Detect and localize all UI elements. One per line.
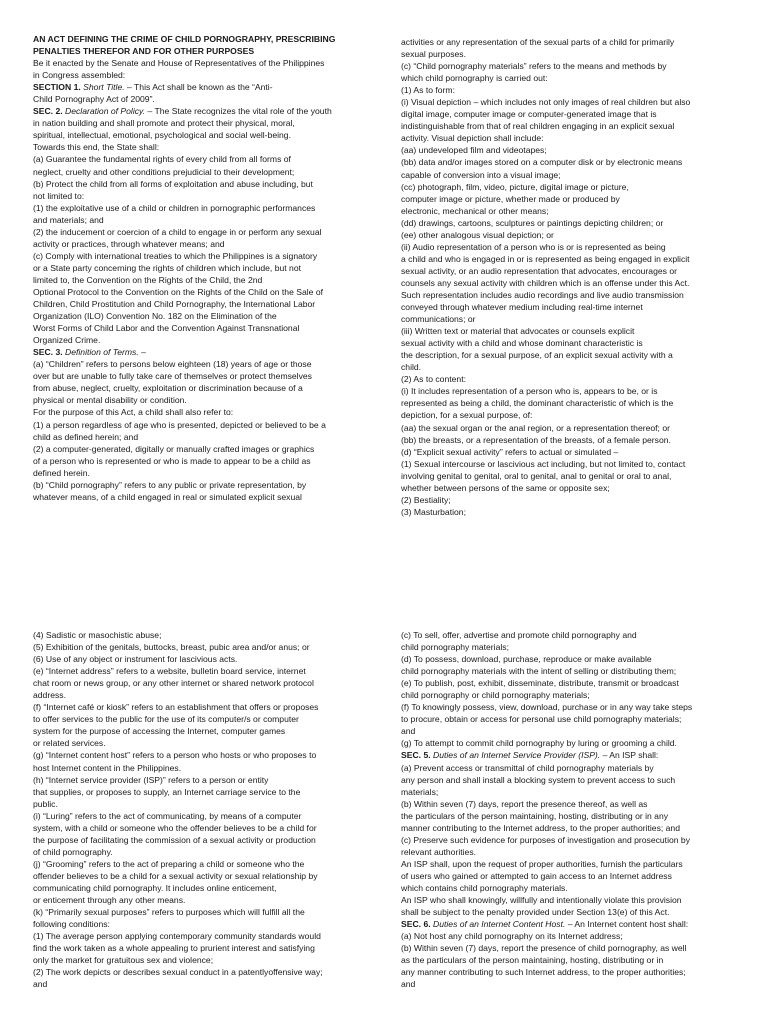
- text-run: the purpose of facilitating the commission of a sexual activity or production: [33, 834, 316, 845]
- text-run: (4) Sadistic or masochistic abuse;: [33, 630, 162, 640]
- text-line: [33, 641, 383, 653]
- text-line: [401, 966, 751, 978]
- text-line: [33, 954, 383, 966]
- text-run: (c) “Child pornography materials” refers to the means and methods by: [401, 61, 667, 72]
- text-line: [33, 737, 383, 749]
- text-line: [401, 725, 751, 737]
- text-line: [33, 653, 383, 665]
- text-run: (aa) undeveloped film and videotapes;: [401, 145, 547, 156]
- text-line: [401, 205, 751, 217]
- text-line: [401, 858, 751, 870]
- text-run: (1) As to form:: [401, 85, 455, 96]
- text-run: or enticement through any other means.: [33, 895, 186, 906]
- text-line: [33, 455, 383, 467]
- bottom-right-column: [401, 629, 751, 990]
- text-line: [401, 169, 751, 181]
- text-line: [33, 978, 383, 990]
- text-run: Organized Crime.: [33, 335, 101, 346]
- text-run: (b) Within seven (7) days, report the presence of child pornography, as well: [401, 943, 687, 954]
- text-line: [401, 397, 751, 409]
- text-line: [401, 870, 751, 882]
- text-line: [33, 677, 383, 689]
- text-line: [33, 882, 383, 894]
- text-run: and: [33, 979, 48, 990]
- page-divider: [0, 590, 768, 591]
- text-run: (1) Sexual intercourse or lascivious act including, but not limited to, contact: [401, 458, 686, 469]
- text-run: the particulars of the person maintaining, hosting, distributing or in any: [401, 810, 669, 821]
- text-run: digital image, computer image or computer-generated image that is: [401, 109, 657, 120]
- text-run: sexual purposes.: [401, 49, 466, 60]
- text-line: [401, 834, 751, 846]
- text-run: (f) “Internet café or kiosk” refers to an establishment that offers or proposes: [33, 702, 319, 713]
- text-line: [401, 422, 751, 434]
- text-run: system for the purpose of accessing the Internet, computer games: [33, 726, 286, 737]
- text-line: [401, 289, 751, 301]
- text-run: any person and shall install a blocking system to prevent access to such: [401, 774, 676, 785]
- text-run: (a) Guarantee the fundamental rights of every child from all forms of: [33, 154, 291, 165]
- text-line: [401, 665, 751, 677]
- text-line: [401, 506, 751, 518]
- text-run: (g) “Internet content host” refers to a person who hosts or who proposes to: [33, 750, 317, 761]
- bold-run: AN ACT DEFINING THE CRIME OF CHILD PORNOGRAPHY, PRESCRIBING: [33, 34, 336, 44]
- text-line: [33, 846, 383, 858]
- italic-run: Duties of an Internet Content Host.: [433, 919, 566, 930]
- text-line: [401, 253, 751, 265]
- text-run: – This Act shall be known as the “Anti-: [127, 82, 273, 93]
- text-line: [401, 144, 751, 156]
- text-line: [33, 250, 383, 262]
- text-run: counsels any sexual activity with children which is an offense under this Act.: [401, 277, 690, 288]
- text-run: and materials; and: [33, 214, 104, 225]
- text-line: [401, 181, 751, 193]
- text-run: (c) Comply with international treaties to which the Philippines is a signatory: [33, 250, 318, 261]
- text-run: (b) Protect the child from all forms of exploitation and abuse including, but: [33, 178, 313, 189]
- text-line: [401, 774, 751, 786]
- text-run: public.: [33, 798, 58, 809]
- text-line: [33, 117, 383, 129]
- text-line: [33, 906, 383, 918]
- text-run: chat room or news group, or any other internet or shared network protocol: [33, 678, 314, 689]
- text-line: [401, 798, 751, 810]
- text-run: (bb) the breasts, or a representation of the breasts, of a female person.: [401, 434, 671, 445]
- text-run: physical or mental disability or condition.: [33, 395, 187, 406]
- text-line: [33, 749, 383, 761]
- text-run: to procure, obtain or access for personal use child pornography materials;: [401, 714, 682, 725]
- text-line: [33, 870, 383, 882]
- text-run: (1) the exploitative use of a child or children in pornographic performances: [33, 202, 316, 213]
- text-line: [401, 930, 751, 942]
- text-run: sexual activity with a child and whose dominant characteristic is: [401, 338, 643, 349]
- text-run: to offer services to the public for the use of its computer/s or computer: [33, 714, 299, 725]
- text-line: [33, 689, 383, 701]
- text-run: activities or any representation of the sexual parts of a child for primarily: [401, 37, 675, 47]
- text-line: [33, 762, 383, 774]
- text-run: and: [401, 726, 416, 737]
- text-run: (a) Not host any child pornography on its Internet address;: [401, 931, 623, 942]
- text-run: limited to, the Convention on the Rights of the Child, the 2nd: [33, 274, 263, 285]
- text-line: [401, 229, 751, 241]
- text-run: represented as being a child, the dominant characteristic of which is the: [401, 398, 674, 409]
- text-run: any manner contributing to such Internet address, to the proper authorities;: [401, 967, 686, 978]
- text-run: (e) To publish, post, exhibit, disseminate, distribute, transmit or broadcast: [401, 678, 679, 689]
- text-run: and: [401, 979, 416, 990]
- text-line: [33, 202, 383, 214]
- text-run: child as defined herein; and: [33, 431, 139, 442]
- text-run: only the market for gratuitous sex and violence;: [33, 955, 214, 966]
- text-run: (bb) data and/or images stored on a computer disk or by electronic means: [401, 157, 683, 168]
- text-run: manner contributing to the Internet address, to the proper authorities; and: [401, 822, 680, 833]
- text-run: Optional Protocol to the Convention on the Rights of the Child on the Sale of: [33, 286, 323, 297]
- text-line: [401, 325, 751, 337]
- text-run: – An ISP shall:: [602, 750, 659, 761]
- text-run: (2) The work depicts or describes sexual conduct in a patentlyoffensive way;: [33, 967, 323, 978]
- text-line: [33, 153, 383, 165]
- text-line: [401, 810, 751, 822]
- text-run: of users who gained or attempted to gain access to an Internet address: [401, 870, 672, 881]
- text-run: (k) “Primarily sexual purposes” refers to purposes which will fulfill all the: [33, 907, 305, 918]
- text-line: [33, 238, 383, 250]
- text-run: as the particulars of the person maintaining, hosting, distributing or in: [401, 955, 664, 966]
- text-run: (dd) drawings, cartoons, sculptures or paintings depicting children; or: [401, 217, 664, 228]
- text-run: – The State recognizes the vital role of the youth: [147, 106, 332, 117]
- text-run: (3) Masturbation;: [401, 506, 466, 517]
- text-line: [401, 120, 751, 132]
- text-line: [401, 942, 751, 954]
- text-run: (a) “Children” refers to persons below eighteen (18) years of age or those: [33, 359, 312, 370]
- text-line: [33, 382, 383, 394]
- text-run: spiritual, intellectual, emotional, psychological and social well-being.: [33, 130, 291, 141]
- text-run: the description, for a sexual purpose, of an explicit sexual activity with a: [401, 350, 673, 361]
- text-run: (j) “Grooming” refers to the act of preparing a child or someone who the: [33, 858, 305, 869]
- text-line: [401, 629, 751, 641]
- text-line: [401, 36, 751, 48]
- text-run: (2) the inducement or coercion of a child to engage in or perform any sexual: [33, 226, 322, 237]
- text-run: system, with a child or someone who the offender believes to be a child for: [33, 822, 317, 833]
- text-run: depiction, for a sexual purpose, of:: [401, 410, 533, 421]
- text-line: [401, 762, 751, 774]
- text-line: [401, 265, 751, 277]
- text-line: [33, 858, 383, 870]
- text-line: [401, 918, 751, 930]
- text-line: [401, 277, 751, 289]
- text-run: – An Internet content host shall:: [567, 919, 689, 930]
- text-run: in Congress assembled:: [33, 70, 126, 81]
- text-line: [33, 262, 383, 274]
- text-run: (f) To knowingly possess, view, download, purchase or in any way take steps: [401, 702, 693, 713]
- text-line: [33, 894, 383, 906]
- text-run: (i) It includes representation of a person who is, appears to be, or is: [401, 386, 658, 397]
- text-run: (2) Bestiality;: [401, 494, 451, 505]
- text-run: child pornography materials;: [401, 642, 509, 653]
- text-line: [33, 774, 383, 786]
- text-run: (b) “Child pornography” refers to any public or private representation, by: [33, 479, 307, 490]
- text-line: [401, 385, 751, 397]
- text-run: For the purpose of this Act, a child shall also refer to:: [33, 407, 234, 418]
- text-run: (e) “Internet address” refers to a website, bulletin board service, internet: [33, 666, 306, 677]
- text-line: [401, 653, 751, 665]
- text-run: computer image or picture, whether made or produced by: [401, 193, 620, 204]
- text-line: [33, 45, 383, 57]
- bold-run: SEC. 5.: [401, 750, 431, 761]
- text-line: [401, 470, 751, 482]
- italic-run: Declaration of Policy.: [65, 106, 146, 117]
- text-run: Children, Child Prostitution and Child Pornography, the International Labor: [33, 299, 316, 310]
- text-line: [33, 298, 383, 310]
- text-run: materials;: [401, 786, 439, 797]
- text-run: (iii) Written text or material that advocates or counsels explicit: [401, 326, 635, 337]
- text-line: [401, 906, 751, 918]
- text-run: a child and who is engaged in or is represented as being engaged in explicit: [401, 253, 690, 264]
- text-line: [401, 713, 751, 725]
- text-run: over but are unable to fully take care of themselves or protect themselves: [33, 371, 312, 382]
- text-line: [33, 701, 383, 713]
- text-line: [401, 241, 751, 253]
- bold-run: SECTION 1.: [33, 82, 81, 93]
- text-run: sexual activity, or an audio representation that advocates, encourages or: [401, 265, 677, 276]
- text-line: [33, 105, 383, 117]
- text-line: [33, 33, 383, 45]
- text-line: [33, 141, 383, 153]
- text-run: capable of conversion into a visual image;: [401, 169, 561, 180]
- italic-run: Short Title.: [83, 82, 125, 93]
- text-run: (b) Within seven (7) days, report the presence thereof, as well as: [401, 798, 648, 809]
- text-line: [401, 822, 751, 834]
- text-run: following conditions:: [33, 919, 110, 930]
- text-line: [401, 60, 751, 72]
- text-run: host Internet content in the Philippines.: [33, 762, 182, 773]
- bold-run: SEC. 3.: [33, 347, 63, 358]
- text-line: [33, 69, 383, 81]
- text-line: [401, 846, 751, 858]
- text-line: [401, 72, 751, 84]
- text-run: electronic, mechanical or other means;: [401, 205, 549, 216]
- text-line: [33, 129, 383, 141]
- italic-run: Duties of an Internet Service Provider (ISP).: [433, 750, 601, 761]
- text-run: whatever means, of a child engaged in real or simulated explicit sexual: [33, 491, 302, 502]
- text-line: [401, 313, 751, 325]
- text-line: [401, 701, 751, 713]
- text-run: Be it enacted by the Senate and House of Representatives of the Philippines: [33, 58, 325, 69]
- text-run: (c) To sell, offer, advertise and promote child pornography and: [401, 630, 637, 640]
- text-run: child pornography or child pornography materials;: [401, 690, 590, 701]
- text-run: Child Pornography Act of 2009”.: [33, 94, 155, 105]
- top-right-column: [401, 36, 751, 518]
- text-run: from abuse, neglect, cruelty, exploitation or discrimination because of a: [33, 383, 303, 394]
- text-run: child.: [401, 362, 422, 373]
- text-line: [33, 443, 383, 455]
- text-run: (1) The average person applying contemporary community standards would: [33, 931, 321, 942]
- text-line: [401, 132, 751, 144]
- text-run: involving genital to genital, oral to genital, anal to genital or oral to anal,: [401, 470, 672, 481]
- text-line: [33, 966, 383, 978]
- text-run: communications; or: [401, 314, 476, 325]
- text-line: [401, 494, 751, 506]
- text-run: (a) Prevent access or transmittal of child pornography materials by: [401, 762, 654, 773]
- text-run: Worst Forms of Child Labor and the Convention Against Transnational: [33, 323, 300, 334]
- text-line: [33, 406, 383, 418]
- text-line: [33, 57, 383, 69]
- text-run: (i) “Luring” refers to the act of communicating, by means of a computer: [33, 810, 302, 821]
- text-line: [401, 446, 751, 458]
- text-run: (g) To attempt to commit child pornography by luring or grooming a child.: [401, 738, 677, 749]
- text-line: [401, 361, 751, 373]
- text-line: [33, 810, 383, 822]
- text-run: (aa) the sexual organ or the anal region, or a representation thereof; or: [401, 422, 670, 433]
- text-line: [33, 467, 383, 479]
- text-run: conveyed through whatever medium including real-time internet: [401, 302, 643, 313]
- text-run: communicating child pornography. It includes online enticement,: [33, 882, 277, 893]
- text-line: [33, 798, 383, 810]
- text-run: (2) a computer-generated, digitally or manually crafted images or graphics: [33, 443, 315, 454]
- text-run: or a State party concerning the rights of children which include, but not: [33, 262, 301, 273]
- text-run: of child pornography.: [33, 846, 113, 857]
- text-line: [401, 894, 751, 906]
- text-line: [33, 665, 383, 677]
- text-run: An ISP who shall knowingly, willfully and intentionally violate this provision: [401, 895, 682, 906]
- top-left-column: [33, 33, 383, 503]
- text-line: [401, 786, 751, 798]
- text-line: [401, 48, 751, 60]
- text-line: [401, 641, 751, 653]
- text-line: [33, 713, 383, 725]
- text-line: [33, 286, 383, 298]
- text-run: Towards this end, the State shall:: [33, 142, 160, 153]
- text-line: [33, 274, 383, 286]
- text-line: [401, 409, 751, 421]
- text-line: [401, 482, 751, 494]
- text-run: (d) To possess, download, purchase, reproduce or make available: [401, 654, 652, 665]
- text-line: [33, 166, 383, 178]
- text-line: [33, 322, 383, 334]
- text-run: child pornography materials with the intent of selling or distributing them;: [401, 666, 677, 677]
- text-line: [401, 217, 751, 229]
- text-line: [401, 749, 751, 761]
- text-run: activity. Visual depiction shall include:: [401, 133, 544, 144]
- text-run: that supplies, or proposes to supply, an Internet carriage service to the: [33, 786, 301, 797]
- text-line: [33, 918, 383, 930]
- text-run: activity or practices, through whatever means; and: [33, 238, 225, 249]
- text-line: [401, 301, 751, 313]
- italic-run: Definition of Terms.: [65, 347, 139, 358]
- text-run: in nation building and shall promote and protect their physical, moral,: [33, 118, 295, 129]
- text-run: –: [141, 347, 146, 358]
- text-run: find the work taken as a whole appealing to prurient interest and satisfying: [33, 943, 315, 954]
- text-line: [33, 479, 383, 491]
- text-run: (h) “Internet service provider (ISP)” refers to a person or entity: [33, 774, 269, 785]
- text-line: [401, 689, 751, 701]
- text-line: [33, 81, 383, 93]
- text-run: (1) a person regardless of age who is presented, depicted or believed to be a: [33, 419, 326, 430]
- text-line: [401, 978, 751, 990]
- text-run: shall be subject to the penalty provided under Section 13(e) of this Act.: [401, 907, 670, 918]
- text-run: not limited to:: [33, 190, 85, 201]
- text-line: [33, 942, 383, 954]
- text-run: (c) Preserve such evidence for purposes of investigation and prosecution by: [401, 834, 691, 845]
- text-run: whether between persons of the same or opposite sex;: [401, 482, 610, 493]
- text-run: (5) Exhibition of the genitals, buttocks, breast, pubic area and/or anus; or: [33, 642, 310, 653]
- bold-run: PENALTIES THEREFOR AND FOR OTHER PURPOSES: [33, 46, 255, 57]
- text-run: An ISP shall, upon the request of proper authorities, furnish the particulars: [401, 858, 683, 869]
- text-line: [33, 491, 383, 503]
- text-line: [401, 954, 751, 966]
- text-line: [33, 822, 383, 834]
- text-line: [401, 156, 751, 168]
- text-line: [401, 349, 751, 361]
- text-line: [401, 84, 751, 96]
- text-line: [33, 725, 383, 737]
- text-run: (cc) photograph, film, video, picture, digital image or picture,: [401, 181, 629, 192]
- bold-run: SEC. 2.: [33, 106, 63, 117]
- text-line: [33, 419, 383, 431]
- text-line: [401, 108, 751, 120]
- text-line: [401, 458, 751, 470]
- text-line: [33, 310, 383, 322]
- text-run: (2) As to content:: [401, 374, 466, 385]
- text-line: [33, 190, 383, 202]
- text-line: [33, 370, 383, 382]
- text-run: indistinguishable from that of real children engaging in an explicit sexual: [401, 121, 675, 132]
- text-line: [33, 93, 383, 105]
- text-run: neglect, cruelty and other conditions prejudicial to their development;: [33, 166, 295, 177]
- bottom-left-column: [33, 629, 383, 990]
- text-run: (ee) other analogous visual depiction; or: [401, 229, 554, 240]
- text-line: [401, 677, 751, 689]
- text-run: relevant authorities.: [401, 846, 476, 857]
- text-run: Such representation includes audio recordings and live audio transmission: [401, 289, 684, 300]
- text-line: [33, 214, 383, 226]
- text-run: (i) Visual depiction – which includes not only images of real children but also: [401, 97, 691, 108]
- text-run: defined herein.: [33, 467, 90, 478]
- text-line: [401, 193, 751, 205]
- text-line: [33, 930, 383, 942]
- text-run: address.: [33, 690, 66, 701]
- text-run: (ii) Audio representation of a person who is or is represented as being: [401, 241, 666, 252]
- text-line: [33, 358, 383, 370]
- text-run: Organization (ILO) Convention No. 182 on the Elimination of the: [33, 311, 277, 322]
- text-line: [33, 178, 383, 190]
- text-line: [401, 373, 751, 385]
- text-line: [401, 337, 751, 349]
- text-run: of a person who is represented or who is made to appear to be a child as: [33, 455, 311, 466]
- text-run: which child pornography is carried out:: [401, 73, 548, 84]
- text-run: (d) “Explicit sexual activity” refers to actual or simulated –: [401, 446, 619, 457]
- text-run: (6) Use of any object or instrument for lascivious acts.: [33, 654, 238, 665]
- text-line: [401, 882, 751, 894]
- text-run: or related services.: [33, 738, 106, 749]
- text-line: [33, 226, 383, 238]
- text-line: [33, 334, 383, 346]
- text-line: [401, 96, 751, 108]
- text-line: [33, 629, 383, 641]
- text-line: [401, 737, 751, 749]
- text-run: which contains child pornography materials.: [401, 882, 568, 893]
- text-line: [33, 834, 383, 846]
- text-line: [33, 431, 383, 443]
- text-line: [33, 346, 383, 358]
- text-line: [33, 394, 383, 406]
- text-run: offender believes to be a child for a sexual activity or sexual relationship by: [33, 870, 318, 881]
- text-line: [401, 434, 751, 446]
- bold-run: SEC. 6.: [401, 919, 431, 930]
- text-line: [33, 786, 383, 798]
